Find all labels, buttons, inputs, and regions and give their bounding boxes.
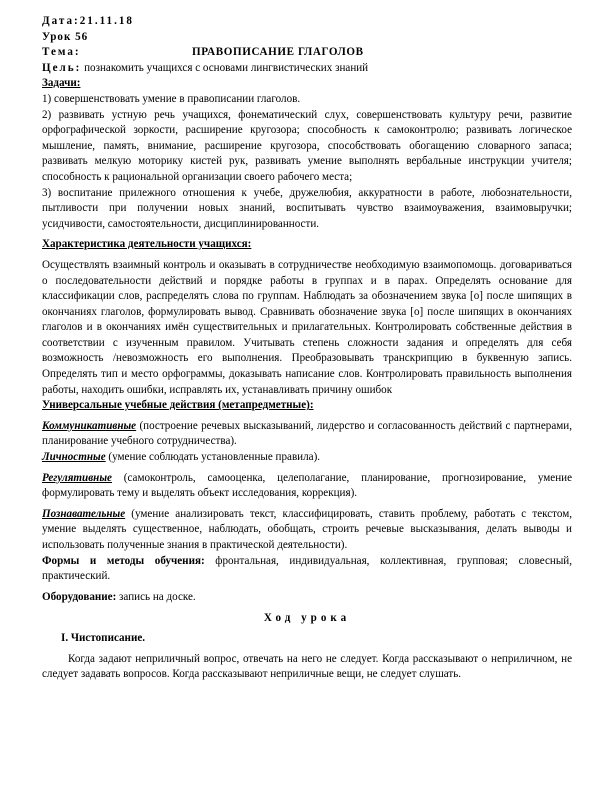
goal-line <box>42 61 572 77</box>
date-line <box>42 14 572 30</box>
lesson-course-heading: Ход урока <box>263 612 351 625</box>
goal-text: познакомить учащихся с основами лингвистических знаний <box>81 61 369 74</box>
task-item-1: 1) совершенствовать умение в правописании глаголов. <box>42 92 301 105</box>
personal-text: (умение соблюдать установленные правила). <box>105 451 321 464</box>
forms-label: Формы и методы обучения: <box>42 554 205 567</box>
forms-line <box>42 554 572 585</box>
activity-heading: Характеристика деятельности учащихся: <box>42 238 252 251</box>
document-page <box>42 14 572 683</box>
communicative-label: Коммуникативные <box>42 419 137 432</box>
task-item-2: 2) развивать устную речь учащихся, фонематический слух, совершенствовать культуру речи, развитие орфографической зоркости, расширение кругозора; способность к самоконтролю; развивать логическое мышление, память, внимание, расширение кругозора, способствовать обогащению словарного запаса; развивать мелкую моторику кистей рук, развивать умение выполнять вербальные инструкции учителя; способность к рациональной организации своего рабочего места; <box>42 108 572 183</box>
uud-regulative <box>42 471 572 502</box>
date-value: 21.11.18 <box>79 15 134 27</box>
topic-title: ПРАВОПИСАНИЕ ГЛАГОЛОВ <box>192 46 364 59</box>
topic-line <box>42 45 572 61</box>
uud-heading: Универсальные учебные действия (метапредметные): <box>42 399 314 412</box>
regulative-label: Регулятивные <box>42 471 112 484</box>
activity-text: Осуществлять взаимный контроль и оказывать в сотрудничестве необходимую взаимопомощь. договариваться о последовательности действий и порядке работы в группах и в парах. Определять основание для классификации слов, распределять слова по группам. Наблюдать за обозначением звука [о] после шипящих в окончаниях глаголов, формулировать вывод. Сравнивать обозначение звука [о] после шипящих в окончаниях глаголов и в окончаниях имён существительных и прилагательных. Контролировать собственные действия в соответствии с изученным правилом. Учитывать степень сложности задания и определять для себя возможность /невозможность его выполнения. Преобразовывать транскрипцию в буквенную запись. Определять тип и место орфограммы, доказывать написание слов. Контролировать правильность выполнения работы, находить ошибки, исправлять их, устанавливать причину ошибок <box>42 258 572 396</box>
equipment-label: Оборудование: <box>42 590 117 603</box>
task-item-3: 3) воспитание прилежного отношения к учебе, дружелюбия, аккуратности в работе, любознательности, пытливости при получении новых знаний, воспитывать чувство взаимоуважения, взаимовыручки; усидчивости, самостоятельности, дисциплинированности. <box>42 186 572 230</box>
cognitive-label: Познавательные <box>42 507 126 520</box>
topic-label: Тема: <box>42 46 81 59</box>
forms-text: фронтальная, индивидуальная, коллективная, групповая; словесный, практический. <box>42 554 572 583</box>
equipment-text: запись на доске. <box>116 590 196 603</box>
section-1-text: Когда задают неприличный вопрос, отвечать на него не следует. Когда рассказывают о неприличном, не следует задавать вопросов. Когда рассказывают неприличные вещи, не следует слушать. <box>42 652 572 681</box>
uud-personal <box>42 450 572 466</box>
date-label: Дата: <box>42 15 80 27</box>
uud-communicative <box>42 419 572 450</box>
cognitive-text: (умение анализировать текст, классифицировать, ставить проблему, работать с текстом, умение выделять существенное, наблюдать, обобщать, строить речевые высказывания, делать выводы и использовать полученные знания в практической деятельности). <box>42 507 572 551</box>
tasks-heading: Задачи: <box>42 77 81 90</box>
uud-cognitive <box>42 507 572 554</box>
personal-label: Личностные <box>42 451 106 464</box>
lesson-number: Урок 56 <box>42 30 89 43</box>
section-1-title: I. Чистописание. <box>61 631 146 644</box>
regulative-text: (самоконтроль, самооценка, целеполагание, планирование, прогнозирование, умение формулировать тему и выделять объект исследования, коррекция). <box>42 471 572 500</box>
goal-label: Цель: <box>42 61 82 74</box>
communicative-text: (построение речевых высказываний, лидерство и согласованность действий с партнерами, планирование учебного сотрудничества). <box>42 419 572 448</box>
equipment-line <box>42 590 572 606</box>
